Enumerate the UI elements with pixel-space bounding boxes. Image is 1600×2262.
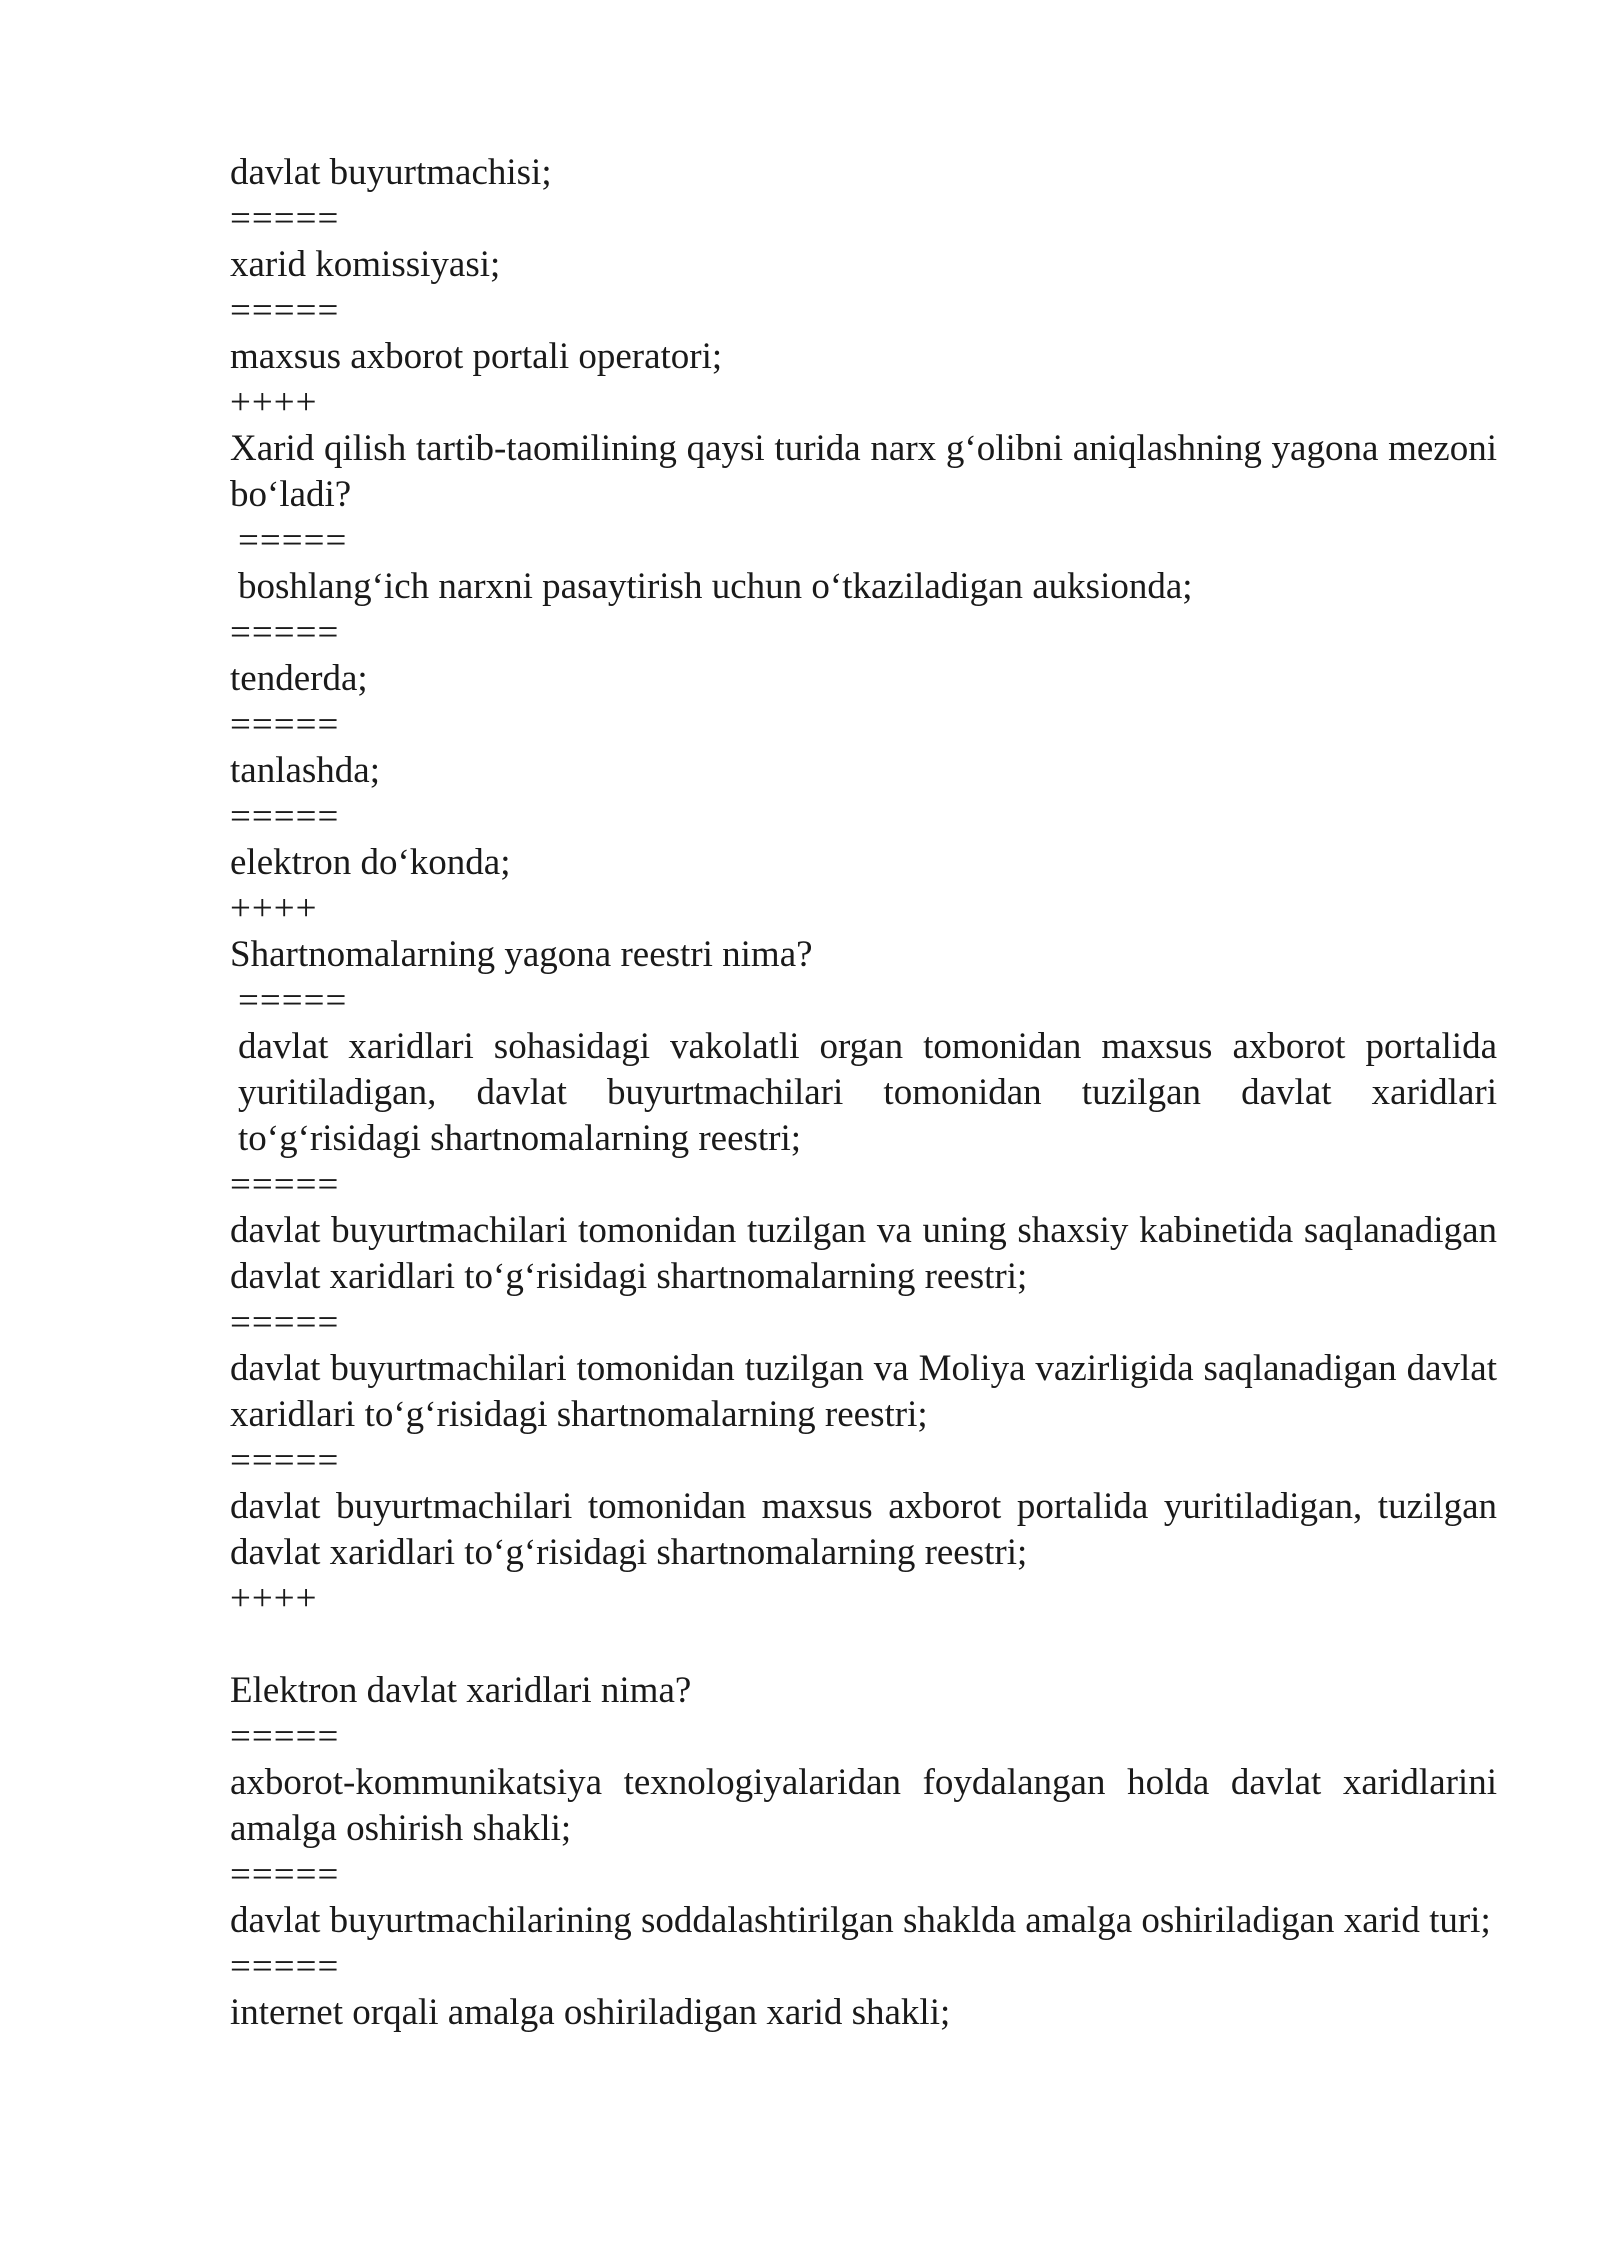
option-separator: =====	[230, 1302, 340, 1343]
answer-option: xarid komissiyasi;	[230, 244, 501, 285]
answer-option: davlat xaridlari sohasidagi vakolatli organ tomonidan maxsus axborot portalida yuritiladigan, davlat buyurtmachilari tomonidan tuzilgan davlat xaridlari to‘g‘risidagi shartnomalarning reestri;	[238, 1026, 1497, 1159]
question-text: Shartnomalarning yagona reestri nima?	[230, 934, 813, 975]
answer-option: davlat buyurtmachilarining soddalashtirilgan shaklda amalga oshiriladigan xarid turi;	[230, 1900, 1491, 1941]
answer-option: axborot-kommunikatsiya texnologiyalaridan foydalangan holda davlat xaridlarini amalga oshirish shakli;	[230, 1762, 1497, 1849]
answer-option: davlat buyurtmachilari tomonidan maxsus axborot portalida yuritiladigan, tuzilgan davlat xaridlari to‘g‘risidagi shartnomalarning reestri;	[230, 1486, 1497, 1573]
option-separator: =====	[230, 1164, 340, 1205]
answer-option: internet orqali amalga oshiriladigan xarid shakli;	[230, 1992, 951, 2033]
option-separator: =====	[230, 290, 340, 331]
question-separator: ++++	[230, 888, 318, 929]
document-page	[230, 150, 1497, 2036]
option-separator: =====	[230, 796, 340, 837]
option-separator: =====	[230, 198, 340, 239]
blank-line	[230, 1622, 1497, 1668]
option-separator: =====	[238, 980, 348, 1021]
question-text: Xarid qilish tartib-taomilining qaysi turida narx g‘olibni aniqlashning yagona mezoni bo‘ladi?	[230, 428, 1497, 515]
answer-option: davlat buyurtmachilari tomonidan tuzilgan va uning shaxsiy kabinetida saqlanadigan davlat xaridlari to‘g‘risidagi shartnomalarning reestri;	[230, 1210, 1497, 1297]
option-separator: =====	[230, 1854, 340, 1895]
option-separator: =====	[230, 704, 340, 745]
option-separator: =====	[238, 520, 348, 561]
question-separator: ++++	[230, 1578, 318, 1619]
answer-option: davlat buyurtmachilari tomonidan tuzilgan va Moliya vazirligida saqlanadigan davlat xaridlari to‘g‘risidagi shartnomalarning reestri;	[230, 1348, 1497, 1435]
answer-option: tenderda;	[230, 658, 368, 699]
answer-option: davlat buyurtmachisi;	[230, 152, 552, 193]
question-separator: ++++	[230, 382, 318, 423]
answer-option: elektron do‘konda;	[230, 842, 511, 883]
option-separator: =====	[230, 1946, 340, 1987]
answer-option: tanlashda;	[230, 750, 381, 791]
answer-option: maxsus axborot portali operatori;	[230, 336, 723, 377]
option-separator: =====	[230, 1716, 340, 1757]
option-separator: =====	[230, 1440, 340, 1481]
answer-option: boshlang‘ich narxni pasaytirish uchun o‘tkaziladigan auksionda;	[238, 566, 1193, 607]
option-separator: =====	[230, 612, 340, 653]
question-text: Elektron davlat xaridlari nima?	[230, 1670, 692, 1711]
